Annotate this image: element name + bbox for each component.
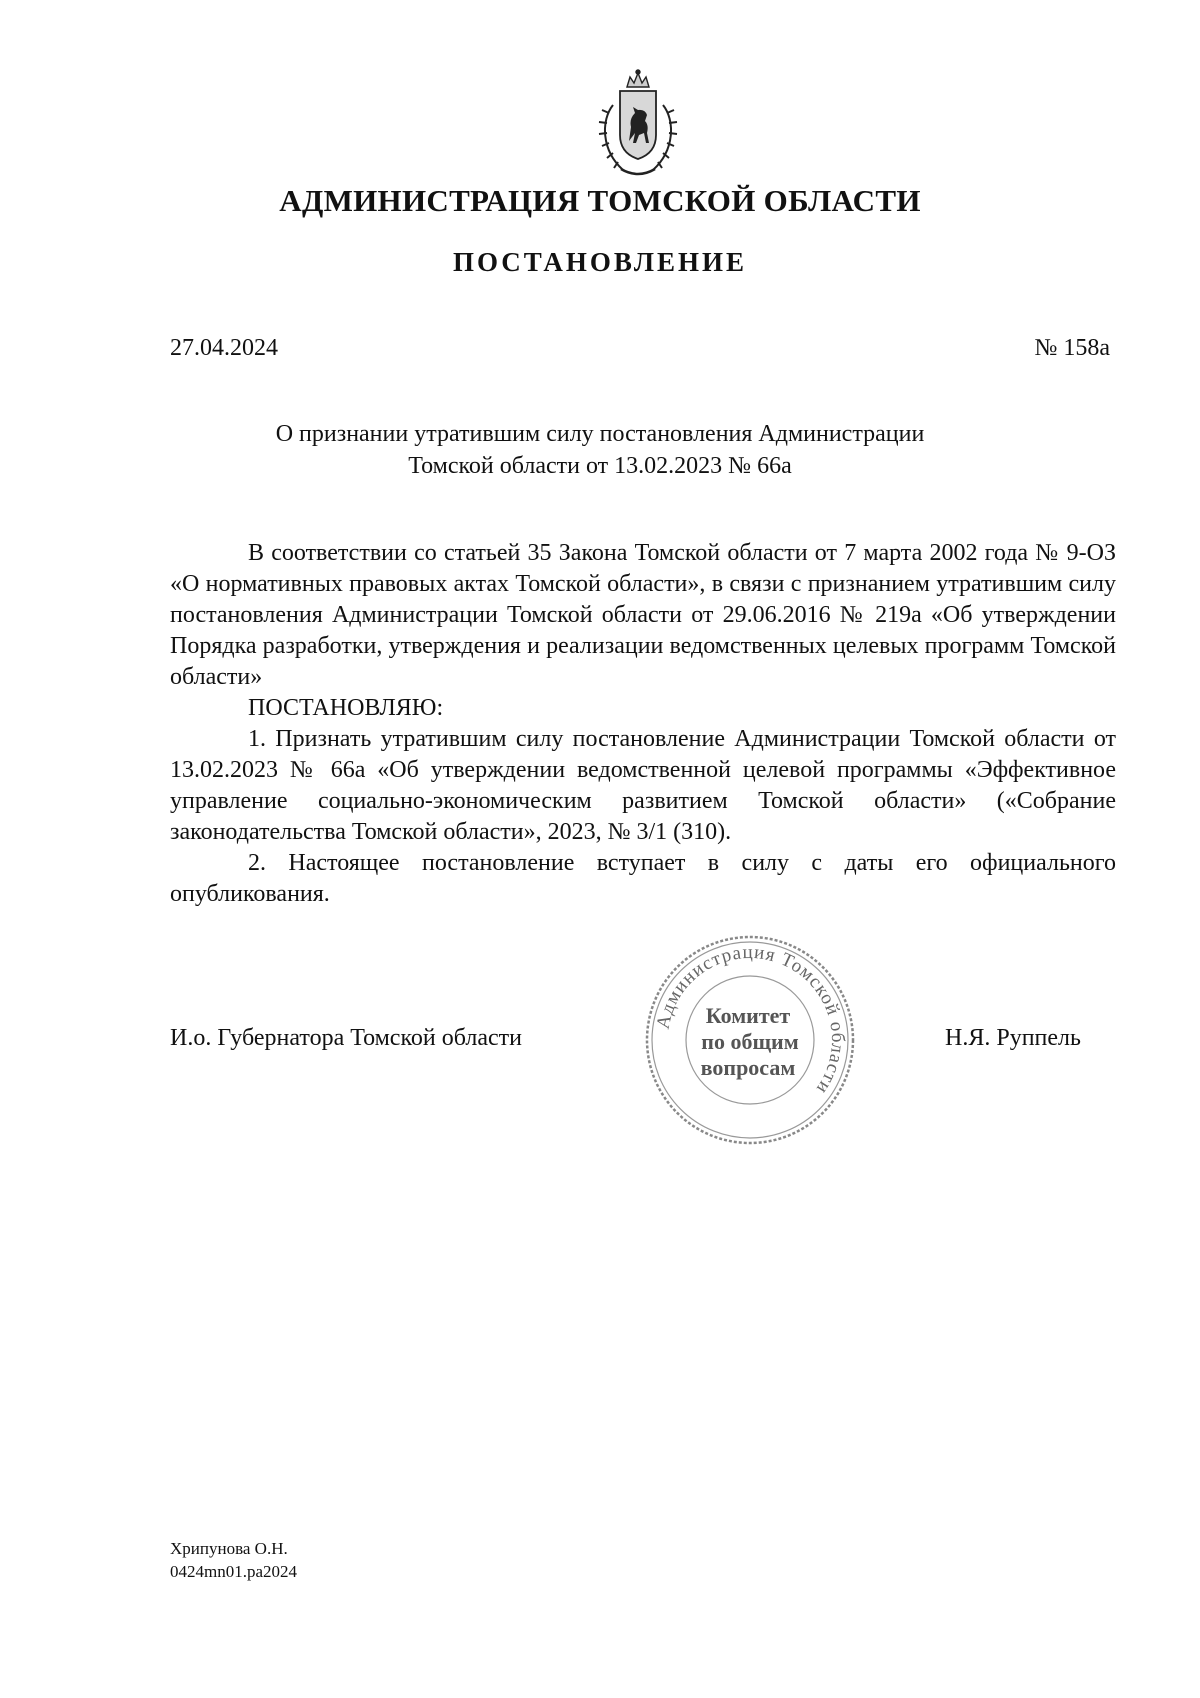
svg-text:Администрация Томской области: Администрация Томской области	[652, 941, 849, 1099]
decree-word: ПОСТАНОВЛЯЮ:	[248, 695, 444, 721]
document-code: 0424mn01.pa2024	[170, 1562, 298, 1581]
executor-name: Хрипунова О.Н.	[170, 1539, 288, 1558]
official-seal-stamp	[640, 935, 860, 1145]
document-subject	[0, 418, 1200, 482]
document-type-heading: ПОСТАНОВЛЕНИЕ	[452, 247, 748, 277]
signer-name: Н.Я. Руппель	[945, 1025, 1081, 1051]
svg-text:Комитет: Комитет	[705, 1003, 791, 1028]
subject-line-1: О признании утратившим силу постановления Администрации	[275, 421, 925, 447]
item-2-paragraph: 2. Настоящее постановление вступает в силу с даты его официального опубликования.	[170, 850, 1116, 907]
svg-text:вопросам: вопросам	[700, 1055, 796, 1080]
subject-line-2: Томской области от 13.02.2023 № 66а	[408, 453, 792, 479]
document-date: 27.04.2024	[170, 335, 278, 361]
organization-title: АДМИНИСТРАЦИЯ ТОМСКОЙ ОБЛАСТИ	[279, 183, 921, 218]
coat-of-arms-emblem	[583, 65, 693, 185]
executor-block	[170, 1537, 297, 1583]
item-1-paragraph: 1. Признать утратившим силу постановление Администрации Томской области от 13.02.2023 № 66а «Об утверждении ведомственной целевой программы «Эффективное управление социально-экономическим развитием Томской области» («Собрание законодательства Томской области», 2023, № 3/1 (310).	[170, 726, 1116, 845]
document-number: № 158а	[1034, 335, 1110, 361]
document-body	[170, 538, 1116, 910]
signer-position: И.о. Губернатора Томской области	[170, 1025, 522, 1051]
svg-text:по общим: по общим	[701, 1029, 799, 1054]
preamble-paragraph: В соответствии со статьей 35 Закона Томской области от 7 марта 2002 года № 9-ОЗ «О нормативных правовых актах Томской области», в связи с признанием утратившим силу постановления Администрации Томской области от 29.06.2016 № 219а «Об утверждении Порядка разработки, утверждения и реализации ведомственных целевых программ Томской области»	[170, 540, 1116, 690]
